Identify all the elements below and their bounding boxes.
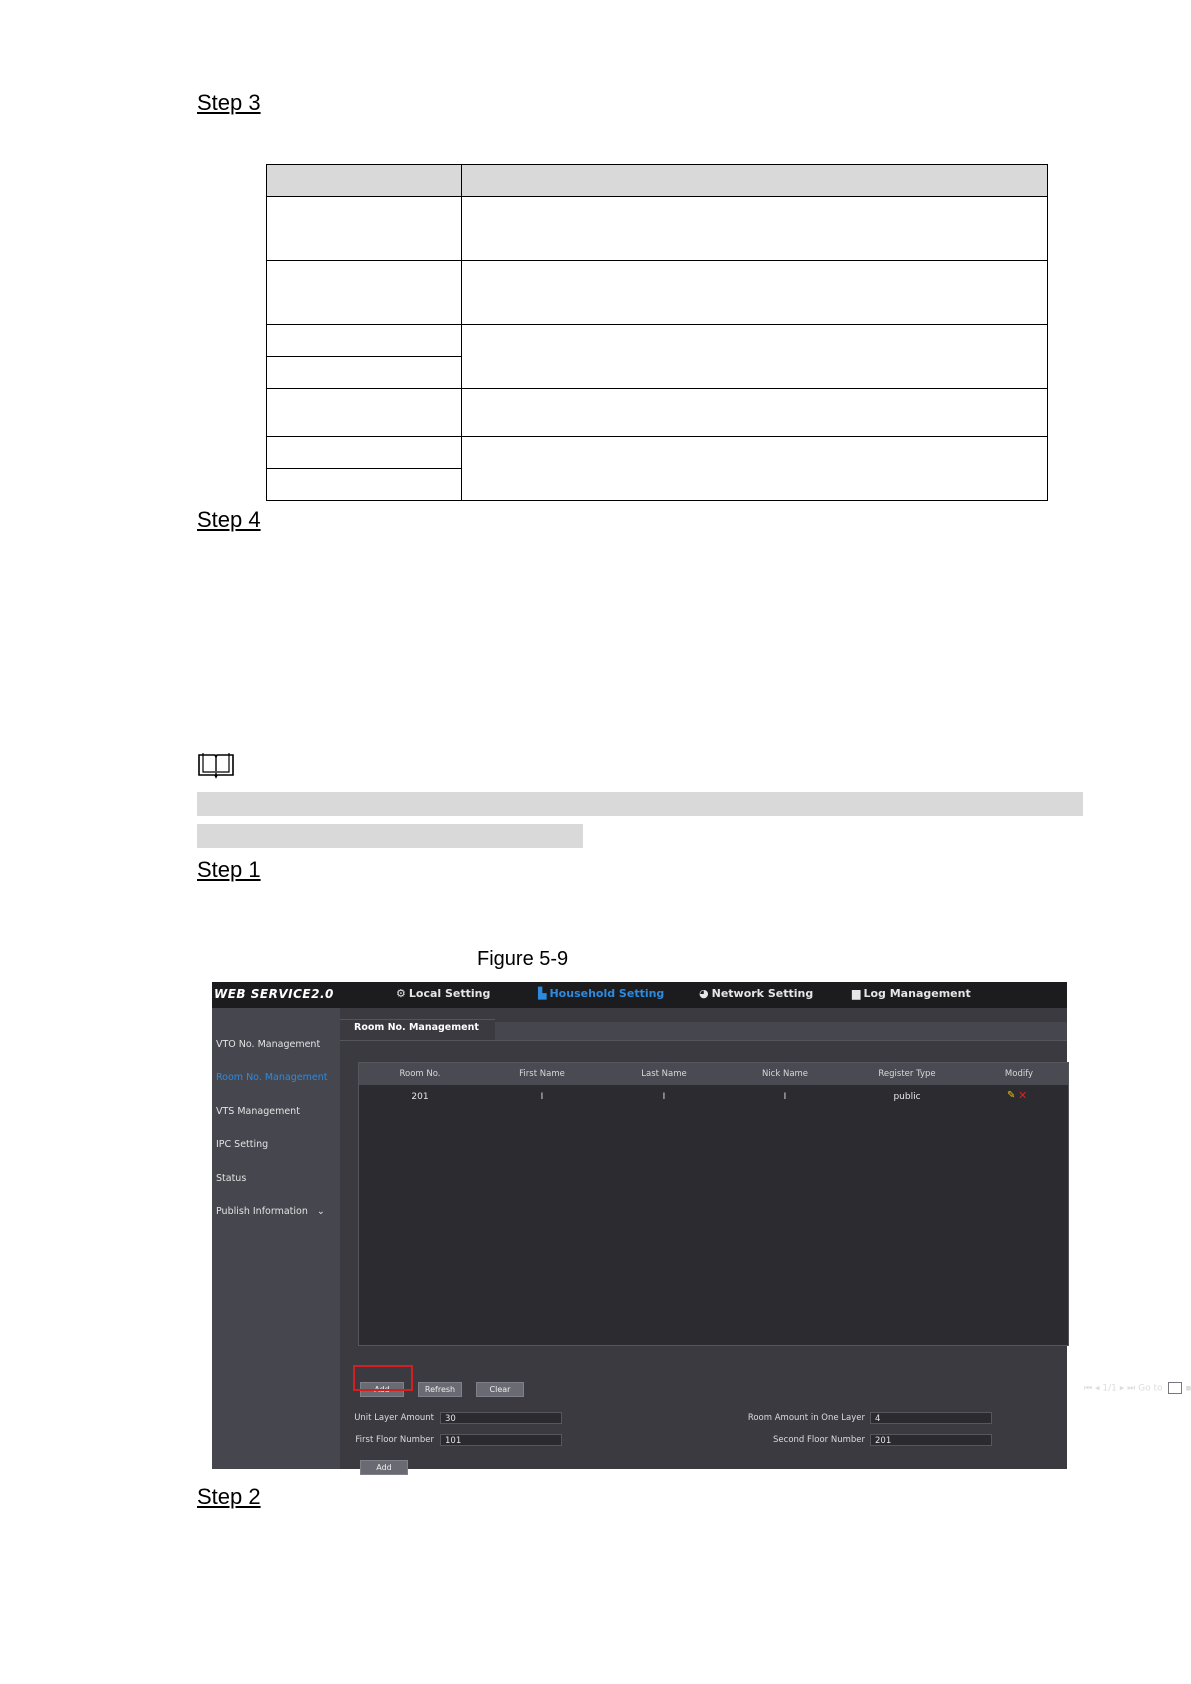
- table-cell: [462, 197, 1048, 261]
- nav-log-management[interactable]: [852, 987, 971, 1000]
- nav-label: Household Setting: [549, 987, 665, 1000]
- unit-layer-amount-label: Unit Layer Amount: [354, 1413, 434, 1423]
- goto-label: Go to: [1138, 1383, 1163, 1394]
- sidebar-item-publish[interactable]: [216, 1206, 325, 1217]
- note-highlight-bar: [197, 824, 583, 848]
- pencil-icon[interactable]: ✎: [1007, 1090, 1016, 1101]
- nav-network-setting[interactable]: [699, 987, 813, 1000]
- column-header: Nick Name: [761, 1069, 809, 1079]
- step-1-heading: Step 1: [197, 857, 261, 882]
- refresh-button[interactable]: Refresh: [418, 1382, 462, 1397]
- table-cell: [267, 357, 462, 389]
- page-indicator: 1/1: [1102, 1383, 1117, 1394]
- table-cell: [462, 437, 1048, 501]
- table-cell: [462, 261, 1048, 325]
- table-cell: [267, 325, 462, 357]
- goto-go-icon[interactable]: ▪: [1185, 1383, 1191, 1394]
- sidebar-item-vto[interactable]: VTO No. Management: [216, 1039, 321, 1050]
- table-row: [267, 437, 1048, 469]
- first-floor-number-label: First Floor Number: [355, 1435, 434, 1445]
- building-icon: ▙: [538, 987, 547, 1000]
- step-2-heading: Step 2: [197, 1484, 261, 1509]
- column-header: First Name: [519, 1069, 565, 1079]
- add-rooms-button[interactable]: Add: [360, 1460, 408, 1475]
- unit-layer-amount-input[interactable]: 30: [440, 1412, 562, 1424]
- column-header: Room No.: [399, 1069, 441, 1079]
- table-cell: [462, 389, 1048, 437]
- first-page-icon[interactable]: ⏮: [1084, 1383, 1093, 1394]
- add-button-highlight: [353, 1365, 413, 1391]
- column-header: Last Name: [641, 1069, 687, 1079]
- globe-icon: ◕: [699, 987, 709, 1000]
- step-3-heading: Step 3: [197, 90, 261, 115]
- cell-nick-name: I: [783, 1092, 787, 1102]
- parameter-table: [266, 164, 1048, 501]
- main-panel: [340, 1008, 1191, 1472]
- room-amount-label: Room Amount in One Layer: [747, 1413, 865, 1423]
- table-row: [267, 389, 1048, 437]
- note-highlight-bar: [197, 792, 1083, 816]
- table-header-cell: [462, 165, 1048, 197]
- gear-icon: ⚙: [396, 987, 406, 1000]
- sidebar-item-status[interactable]: Status: [216, 1173, 247, 1184]
- table-cell: [267, 389, 462, 437]
- book-note-icon: [197, 752, 235, 778]
- next-page-icon[interactable]: ▸: [1119, 1383, 1125, 1394]
- nav-label: Local Setting: [408, 987, 491, 1000]
- step-4-heading: Step 4: [197, 507, 261, 532]
- cell-first-name: I: [540, 1092, 544, 1102]
- room-table: [358, 1062, 1069, 1346]
- table-cell: [267, 197, 462, 261]
- room-table-header: [359, 1063, 1068, 1085]
- sidebar-item-ipc[interactable]: IPC Setting: [216, 1139, 269, 1150]
- table-header-cell: [267, 165, 462, 197]
- last-page-icon[interactable]: ⏭: [1127, 1383, 1136, 1394]
- table-row: [267, 325, 1048, 357]
- column-header: Modify: [1004, 1069, 1034, 1079]
- table-header-row: [267, 165, 1048, 197]
- table-cell: [267, 261, 462, 325]
- sidebar-item-label: Publish Information: [216, 1206, 308, 1217]
- second-floor-number-label: Second Floor Number: [773, 1435, 865, 1445]
- web-service-screenshot: [212, 982, 1191, 1472]
- second-floor-number-input[interactable]: 201: [870, 1434, 992, 1446]
- sidebar: [212, 1008, 340, 1469]
- cell-register-type: public: [893, 1092, 921, 1102]
- table-cell: [267, 437, 462, 469]
- pagination: [1084, 1382, 1191, 1394]
- chevron-down-icon: ⌄: [316, 1206, 325, 1217]
- cell-last-name: I: [662, 1092, 666, 1102]
- document-icon: ▆: [852, 987, 861, 1000]
- table-row: [267, 261, 1048, 325]
- table-cell: [462, 325, 1048, 389]
- top-nav-bar: [212, 982, 1067, 1008]
- room-amount-input[interactable]: 4: [870, 1412, 992, 1424]
- clear-button[interactable]: Clear: [476, 1382, 524, 1397]
- figure-caption: Figure 5-9: [477, 948, 569, 970]
- sidebar-item-room-no[interactable]: Room No. Management: [216, 1072, 328, 1083]
- table-row: [267, 197, 1048, 261]
- table-cell: [267, 469, 462, 501]
- nav-label: Network Setting: [711, 987, 814, 1000]
- nav-label: Log Management: [863, 987, 971, 1000]
- nav-local-setting[interactable]: [396, 987, 490, 1000]
- delete-icon[interactable]: ✕: [1018, 1089, 1028, 1102]
- first-floor-number-input[interactable]: 101: [440, 1434, 562, 1446]
- nav-household-setting[interactable]: [538, 987, 664, 1000]
- prev-page-icon[interactable]: ◂: [1094, 1383, 1100, 1394]
- column-header: Register Type: [878, 1069, 936, 1079]
- sidebar-item-vts[interactable]: VTS Management: [216, 1106, 300, 1117]
- cell-room-no: 201: [411, 1092, 429, 1102]
- add-button[interactable]: Add: [360, 1382, 404, 1397]
- brand-logo: WEB SERVICE2.0: [214, 987, 334, 1001]
- goto-input[interactable]: [1168, 1382, 1182, 1394]
- tab-room-no-management[interactable]: Room No. Management: [340, 1019, 495, 1040]
